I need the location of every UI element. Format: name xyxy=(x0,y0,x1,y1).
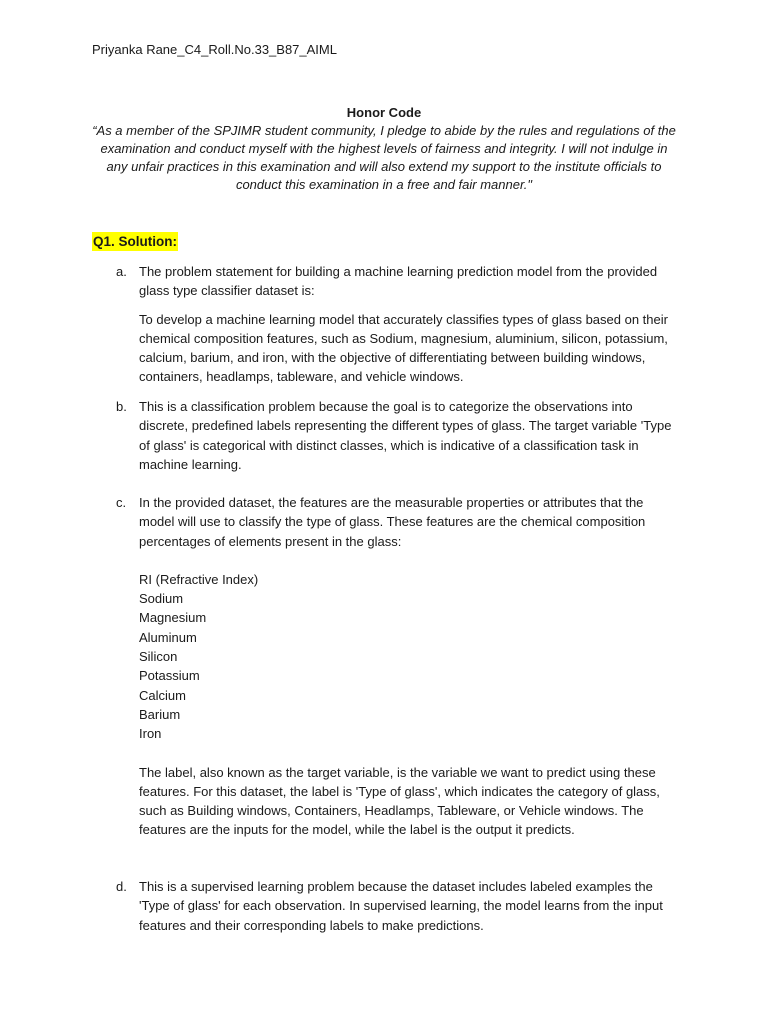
item-a-paragraph-1: The problem statement for building a machine learning prediction model from the provided glass type classifier dataset is: xyxy=(139,264,658,299)
item-d-paragraph-1: This is a supervised learning problem because the dataset includes labeled examples the 'Type of glass' for each observation. In supervised learning, the model learns from the input features and their corresponding labels to make predictions. xyxy=(139,879,663,933)
item-a-paragraph-2: To develop a machine learning model that accurately classifies types of glass based on their chemical composition features, such as Sodium, magnesium, aluminium, silicon, potassium, calcium, barium, and iron, with the objective of differentiating between building windows, containers, headlamps, tableware, and vehicle windows. xyxy=(139,311,668,385)
feature-item: Potassium xyxy=(139,668,200,684)
item-marker-a: a. xyxy=(116,264,127,279)
answer-item-d xyxy=(92,877,682,935)
answer-item-a xyxy=(92,262,682,387)
feature-list xyxy=(139,570,682,744)
feature-item: Barium xyxy=(139,706,181,722)
q1-heading: Q1. Solution: xyxy=(92,232,178,251)
item-c-paragraph-1: In the provided dataset, the features are the measurable properties or attributes that the model will use to classify the type of glass. These features are the chemical composition percentages of elements present in the glass: xyxy=(139,495,646,549)
item-marker-c: c. xyxy=(116,495,127,510)
honor-code-text: “As a member of the SPJIMR student community, I pledge to abide by the rules and regulations of the examination and conduct myself with the highest levels of fairness and integrity. I will not indulge in any unfair practices in this examination and will also extend my support to the institute officials to conduct this examination in a free and fair manner." xyxy=(92,123,676,192)
feature-item: Iron xyxy=(139,726,162,742)
item-marker-d: d. xyxy=(116,879,127,894)
honor-code-section xyxy=(92,103,676,194)
feature-item: Aluminum xyxy=(139,629,197,645)
honor-code-title: Honor Code xyxy=(346,105,422,120)
answer-item-c xyxy=(92,493,682,840)
answer-item-b xyxy=(92,397,682,474)
item-b-paragraph-1: This is a classification problem because the goal is to categorize the observations into discrete, predefined labels representing the different types of glass. The target variable 'Type of glass' is categorical with distinct classes, which is indicative of a classification task in machine learning. xyxy=(139,399,672,472)
feature-item: Magnesium xyxy=(139,610,207,626)
item-marker-b: b. xyxy=(116,399,127,414)
item-c-paragraph-2: The label, also known as the target variable, is the variable we want to predict using these features. For this dataset, the label is 'Type of glass', which indicates the category of glass, such as Building windows, Containers, Headlamps, Tableware, or Vehicle windows. The features are the inputs for the model, while the label is the output it predicts. xyxy=(139,764,660,838)
author-line: Priyanka Rane_C4_Roll.No.33_B87_AIML xyxy=(92,42,337,57)
feature-item: Calcium xyxy=(139,687,186,703)
feature-item: Silicon xyxy=(139,649,178,665)
feature-item: RI (Refractive Index) xyxy=(139,571,259,587)
feature-item: Sodium xyxy=(139,591,184,607)
